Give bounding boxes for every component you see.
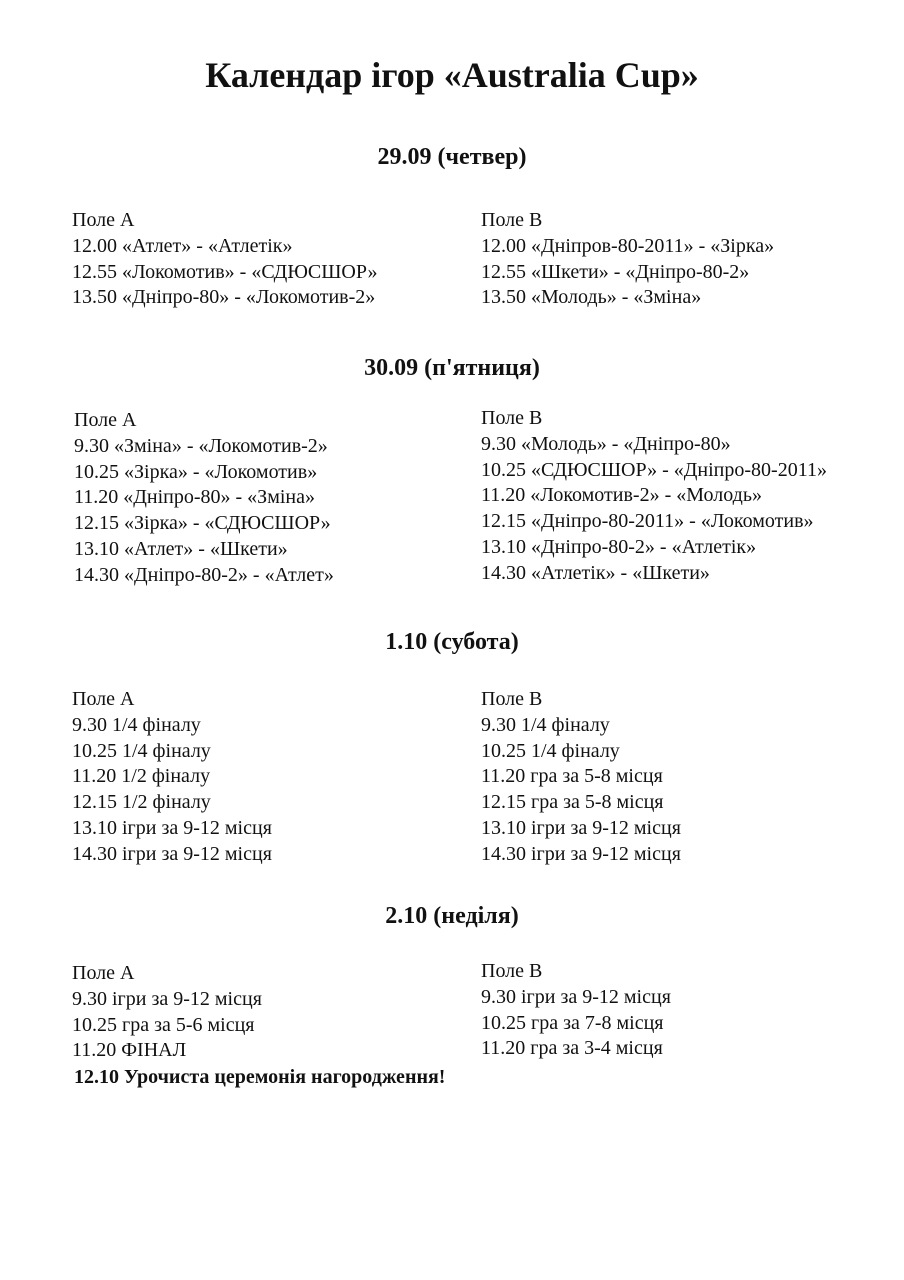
game-item: 12.00 «Атлет» - «Атлетік» xyxy=(72,234,293,257)
field-b-schedule xyxy=(481,406,827,587)
game-item: 13.10 «Атлет» - «Шкети» xyxy=(74,537,288,560)
field-b-schedule xyxy=(481,959,671,1062)
field-a-schedule xyxy=(72,961,262,1064)
game-item: 11.20 «Дніпро-80» - «Зміна» xyxy=(74,486,315,509)
game-item: 12.15 «Дніпро-80-2011» - «Локомотив» xyxy=(481,510,814,533)
day-heading: 29.09 (четвер) xyxy=(377,144,527,170)
game-item: 13.10 ігри за 9-12 місця xyxy=(481,816,681,839)
field-label: Поле В xyxy=(481,209,543,231)
field-a-schedule xyxy=(72,687,272,868)
game-item: 14.30 ігри за 9-12 місця xyxy=(72,842,272,865)
game-item: 13.10 ігри за 9-12 місця xyxy=(72,816,272,839)
field-label: Поле А xyxy=(72,962,135,984)
game-item: 9.30 «Молодь» - «Дніпро-80» xyxy=(481,432,731,455)
game-item: 10.25 1/4 фіналу xyxy=(481,739,620,762)
game-item: 12.55 «Локомотив» - «СДЮСШОР» xyxy=(72,260,378,283)
game-item: 10.25 «СДЮСШОР» - «Дніпро-80-2011» xyxy=(481,458,827,481)
game-item: 12.15 «Зірка» - «СДЮСШОР» xyxy=(74,512,331,535)
field-label: Поле А xyxy=(72,688,135,710)
game-item: 14.30 «Атлетік» - «Шкети» xyxy=(481,561,710,584)
game-item: 11.20 гра за 5-8 місця xyxy=(481,765,663,788)
game-item: 12.15 гра за 5-8 місця xyxy=(481,791,664,814)
field-label: Поле В xyxy=(481,688,543,710)
game-item: 13.10 «Дніпро-80-2» - «Атлетік» xyxy=(481,535,757,558)
game-item: 13.50 «Молодь» - «Зміна» xyxy=(481,286,702,309)
game-item: 11.20 «Локомотив-2» - «Молодь» xyxy=(481,484,762,507)
game-item: 11.20 1/2 фіналу xyxy=(72,765,211,788)
game-item: 12.00 «Дніпров-80-2011» - «Зірка» xyxy=(481,234,775,257)
field-b-schedule xyxy=(481,208,774,311)
game-item: 9.30 1/4 фіналу xyxy=(72,713,201,736)
game-item: 10.25 «Зірка» - «Локомотив» xyxy=(74,460,318,483)
game-item: 12.55 «Шкети» - «Дніпро-80-2» xyxy=(481,260,750,283)
day-heading: 2.10 (неділя) xyxy=(385,903,519,929)
game-item: 14.30 «Дніпро-80-2» - «Атлет» xyxy=(74,563,334,586)
field-label: Поле В xyxy=(481,407,543,429)
game-item: 11.20 гра за 3-4 місця xyxy=(481,1037,663,1060)
game-item: 9.30 ігри за 9-12 місця xyxy=(481,985,671,1008)
field-label: Поле А xyxy=(74,409,137,431)
game-item: 9.30 ігри за 9-12 місця xyxy=(72,987,262,1010)
award-ceremony-note: 12.10 Урочиста церемонія нагородження! xyxy=(74,1066,446,1088)
field-b-schedule xyxy=(481,687,681,868)
game-item: 10.25 1/4 фіналу xyxy=(72,739,211,762)
game-item: 10.25 гра за 7-8 місця xyxy=(481,1011,664,1034)
game-item: 12.15 1/2 фіналу xyxy=(72,791,211,814)
field-label: Поле В xyxy=(481,960,543,982)
game-item: 13.50 «Дніпро-80» - «Локомотив-2» xyxy=(72,286,376,309)
field-a-schedule xyxy=(72,208,377,311)
game-item: 9.30 «Зміна» - «Локомотив-2» xyxy=(74,434,328,457)
game-item: 11.20 ФІНАЛ xyxy=(72,1039,187,1062)
page-title: Календар ігор «Australia Cup» xyxy=(205,55,699,95)
day-heading: 30.09 (п'ятниця) xyxy=(364,355,540,381)
field-label: Поле А xyxy=(72,209,135,231)
day-heading: 1.10 (субота) xyxy=(385,629,519,655)
game-item: 9.30 1/4 фіналу xyxy=(481,713,610,736)
field-a-schedule xyxy=(74,408,334,589)
game-item: 10.25 гра за 5-6 місця xyxy=(72,1013,255,1036)
game-item: 14.30 ігри за 9-12 місця xyxy=(481,842,681,865)
